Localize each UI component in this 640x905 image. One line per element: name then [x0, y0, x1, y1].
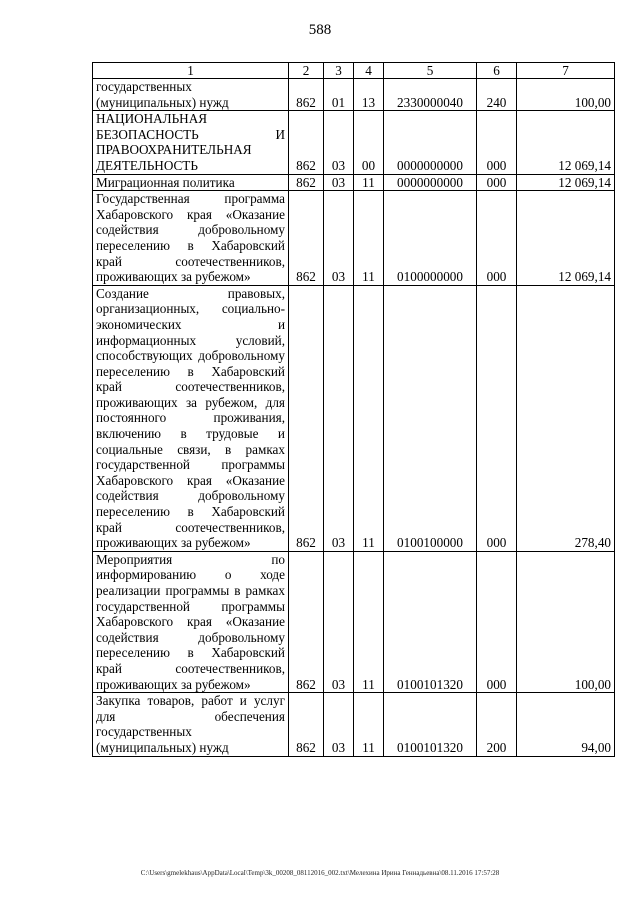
- table-row: [93, 693, 615, 756]
- column-header: 3: [324, 63, 354, 79]
- amount: 94,00: [517, 693, 615, 756]
- ministry-code: 862: [289, 79, 324, 111]
- subsection-code: 11: [354, 191, 384, 286]
- target-article-code: 0100101320: [384, 551, 477, 692]
- subsection-code: 11: [354, 174, 384, 191]
- row-description: Закупка товаров, работ и услуг для обеспечения государственных (муниципальных) нужд: [93, 693, 289, 756]
- ministry-code: 862: [289, 551, 324, 692]
- expense-type-code: 000: [477, 174, 517, 191]
- subsection-code: 13: [354, 79, 384, 111]
- column-header: 6: [477, 63, 517, 79]
- table-row: [93, 551, 615, 692]
- target-article-code: 0100000000: [384, 191, 477, 286]
- expense-type-code: 200: [477, 693, 517, 756]
- expense-type-code: 000: [477, 191, 517, 286]
- section-code: 03: [324, 174, 354, 191]
- column-header: 7: [517, 63, 615, 79]
- column-header: 1: [93, 63, 289, 79]
- column-header: 2: [289, 63, 324, 79]
- section-code: 03: [324, 111, 354, 174]
- target-article-code: 0100100000: [384, 285, 477, 551]
- subsection-code: 11: [354, 285, 384, 551]
- target-article-code: 0000000000: [384, 111, 477, 174]
- amount: 100,00: [517, 79, 615, 111]
- ministry-code: 862: [289, 693, 324, 756]
- section-code: 03: [324, 693, 354, 756]
- ministry-code: 862: [289, 285, 324, 551]
- ministry-code: 862: [289, 111, 324, 174]
- budget-table: [92, 62, 615, 757]
- table-header-row: [93, 63, 615, 79]
- expense-type-code: 000: [477, 285, 517, 551]
- expense-type-code: 000: [477, 111, 517, 174]
- subsection-code: 11: [354, 693, 384, 756]
- section-code: 01: [324, 79, 354, 111]
- row-description: Мероприятия по информированию о ходе реализации программы в рамках государственной программы Хабаровского края «Оказание содействия добровольному переселению в Хабаровский край соотечественников, проживающих за рубежом»: [93, 551, 289, 692]
- page-number: 588: [308, 22, 332, 38]
- column-header: 4: [354, 63, 384, 79]
- amount: 12 069,14: [517, 111, 615, 174]
- section-code: 03: [324, 285, 354, 551]
- amount: 12 069,14: [517, 174, 615, 191]
- table-row: [93, 111, 615, 174]
- section-code: 03: [324, 551, 354, 692]
- amount: 278,40: [517, 285, 615, 551]
- ministry-code: 862: [289, 191, 324, 286]
- subsection-code: 00: [354, 111, 384, 174]
- row-description: государственных (муниципальных) нужд: [93, 79, 289, 111]
- section-code: 03: [324, 191, 354, 286]
- table-row: [93, 285, 615, 551]
- table-row: [93, 191, 615, 286]
- amount: 100,00: [517, 551, 615, 692]
- table-row: [93, 79, 615, 111]
- target-article-code: 0000000000: [384, 174, 477, 191]
- row-description: Миграционная политика: [93, 174, 289, 191]
- row-description: Создание правовых, организационных, социально-экономических и информационных условий, способствующих добровольному переселению в Хабаровский край соотечественников, проживающих за рубежом, для постоянного проживания, включению в трудовые и социальные связи, в рамках государственной программы Хабаровского края «Оказание содействия добровольному переселению в Хабаровский край соотечественников, проживающих за рубежом»: [93, 285, 289, 551]
- column-header: 5: [384, 63, 477, 79]
- subsection-code: 11: [354, 551, 384, 692]
- row-description: Государственная программа Хабаровского края «Оказание содействия добровольному переселению в Хабаровский край соотечественников, проживающих за рубежом»: [93, 191, 289, 286]
- target-article-code: 2330000040: [384, 79, 477, 111]
- file-path-footer: C:\Users\gmelekhaus\AppData\Local\Temp\3k_00208_08112016_002.txt\Мелехина Ирина Геннадьевна\08.11.2016 17:57:28: [140, 869, 500, 877]
- target-article-code: 0100101320: [384, 693, 477, 756]
- amount: 12 069,14: [517, 191, 615, 286]
- expense-type-code: 240: [477, 79, 517, 111]
- table-row: [93, 174, 615, 191]
- row-description: НАЦИОНАЛЬНАЯ БЕЗОПАСНОСТЬ И ПРАВООХРАНИТЕЛЬНАЯ ДЕЯТЕЛЬНОСТЬ: [93, 111, 289, 174]
- ministry-code: 862: [289, 174, 324, 191]
- expense-type-code: 000: [477, 551, 517, 692]
